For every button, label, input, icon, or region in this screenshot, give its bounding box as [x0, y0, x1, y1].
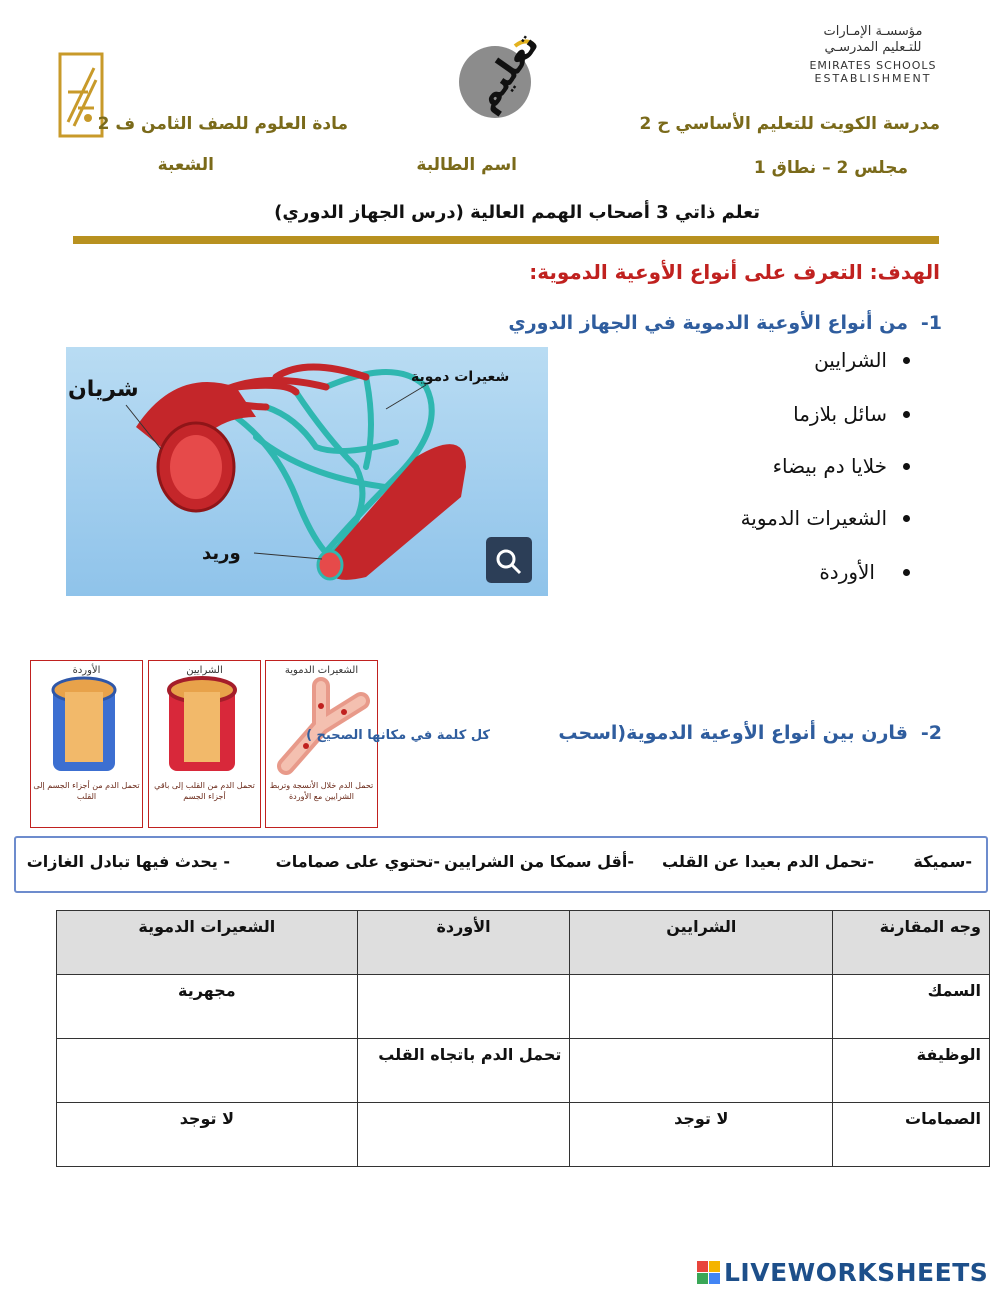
q1-text: من أنواع الأوعية الدموية في الجهاز الدوري [508, 312, 908, 334]
header-divider [73, 236, 939, 244]
header-cell: الشعيرات الدموية [57, 911, 358, 975]
liveworksheets-brand [697, 1258, 988, 1287]
header-cell: وجه المقارنة [833, 911, 990, 975]
drop-cell[interactable] [357, 975, 570, 1039]
header-cell: الشرايين [570, 911, 833, 975]
card-arteries-caption: تحمل الدم من القلب إلى باقي أجزاء الجسم [154, 781, 255, 801]
option-label: الأوردة [819, 560, 875, 584]
row-label: الوظيفة [833, 1039, 990, 1103]
q2-hint: كل كلمة في مكانها الصحيح ) [306, 728, 490, 743]
card-capillaries-title: الشعيرات الدموية [284, 665, 359, 676]
word-chip[interactable]: -سميكة [913, 852, 972, 871]
word-chip[interactable]: -تحمل الدم بعيدا عن القلب [661, 852, 874, 871]
taaleem-logo-text: تعليم [465, 25, 548, 119]
card-arteries [148, 660, 261, 828]
table-cell: مجهرية [57, 975, 358, 1039]
bullet [903, 357, 910, 364]
council-label: مجلس 2 – نطاق 1 [753, 158, 908, 178]
table-row [57, 975, 990, 1039]
option-label: سائل بلازما [793, 402, 887, 426]
table-row [57, 1103, 990, 1167]
student-name-label: اسم الطالبة [416, 155, 517, 175]
org-logo [808, 24, 938, 85]
option-item[interactable] [741, 506, 910, 530]
table-cell: تحمل الدم باتجاه القلب [357, 1039, 570, 1103]
option-item[interactable] [793, 402, 910, 426]
brand-logo-icon [697, 1261, 720, 1284]
card-arteries-title: الشرايين [186, 665, 223, 676]
q1-number: 1- [920, 312, 942, 334]
brand-text: LIVEWORKSHEETS [724, 1258, 989, 1287]
drop-cell[interactable] [570, 975, 833, 1039]
lesson-title: تعلم ذاتي 3 أصحاب الهمم العالية (درس الجهاز الدوري) [274, 202, 760, 223]
bullet [903, 411, 910, 418]
option-item[interactable] [814, 348, 910, 372]
label-vein: وريد [202, 543, 241, 564]
row-label: الصمامات [833, 1103, 990, 1167]
card-capillaries-caption: تحمل الدم خلال الأنسجة وتربط الشرايين مع الأوردة [269, 781, 374, 801]
option-label: الشعيرات الدموية [740, 506, 887, 530]
table-cell: لا توجد [57, 1103, 358, 1167]
card-veins-title: الأوردة [72, 665, 101, 676]
subject-name: مادة العلوم للصف الثامن ف 2 [97, 114, 348, 134]
bullet [903, 463, 910, 470]
blood-vessels-diagram [66, 347, 548, 596]
option-label: الشرايين [814, 348, 887, 372]
q2-number: 2- [920, 722, 942, 744]
drop-cell[interactable] [57, 1039, 358, 1103]
word-chip[interactable]: -تحتوي على صمامات [275, 852, 440, 871]
option-item[interactable] [819, 560, 910, 584]
card-capillaries [265, 660, 378, 828]
table-header-row [57, 911, 990, 975]
comparison-table [56, 910, 990, 1167]
bullet [903, 515, 910, 522]
card-veins [30, 660, 143, 828]
org-name-en-1: EMIRATES SCHOOLS [809, 59, 937, 72]
option-item[interactable] [773, 454, 910, 478]
artery-illustration [149, 676, 260, 776]
table-row [57, 1039, 990, 1103]
bullet [903, 569, 910, 576]
header-cell: الأوردة [357, 911, 570, 975]
option-label: خلايا دم بيضاء [772, 454, 887, 478]
drop-cell[interactable] [357, 1103, 570, 1167]
word-chip[interactable]: -أقل سمكا من الشرايين [444, 852, 634, 871]
goal-heading: الهدف: التعرف على أنواع الأوعية الدموية: [529, 260, 940, 284]
label-capillaries: شعيرات دموية [411, 369, 510, 385]
label-artery: شريان [68, 377, 139, 402]
card-veins-caption: تحمل الدم من أجزاء الجسم إلى القلب [33, 781, 140, 801]
vein-illustration [31, 676, 142, 776]
taaleem-logo [455, 25, 548, 122]
capillary-illustration [266, 676, 377, 776]
q2-text: قارن بين أنواع الأوعية الدموية(اسحب [558, 722, 908, 744]
school-name: مدرسة الكويت للتعليم الأساسي ح 2 [639, 114, 940, 134]
word-chip[interactable]: - يحدث فيها تبادل الغازات [26, 852, 230, 871]
table-cell: لا توجد [570, 1103, 833, 1167]
org-name-en-2: ESTABLISHMENT [814, 72, 932, 85]
row-label: السمك [833, 975, 990, 1039]
section-label: الشعبة [157, 155, 214, 175]
drop-cell[interactable] [570, 1039, 833, 1103]
word-bank [14, 836, 988, 893]
org-name-ar: مؤسسـة الإمـارات للتـعليم المدرسـي [823, 24, 923, 55]
